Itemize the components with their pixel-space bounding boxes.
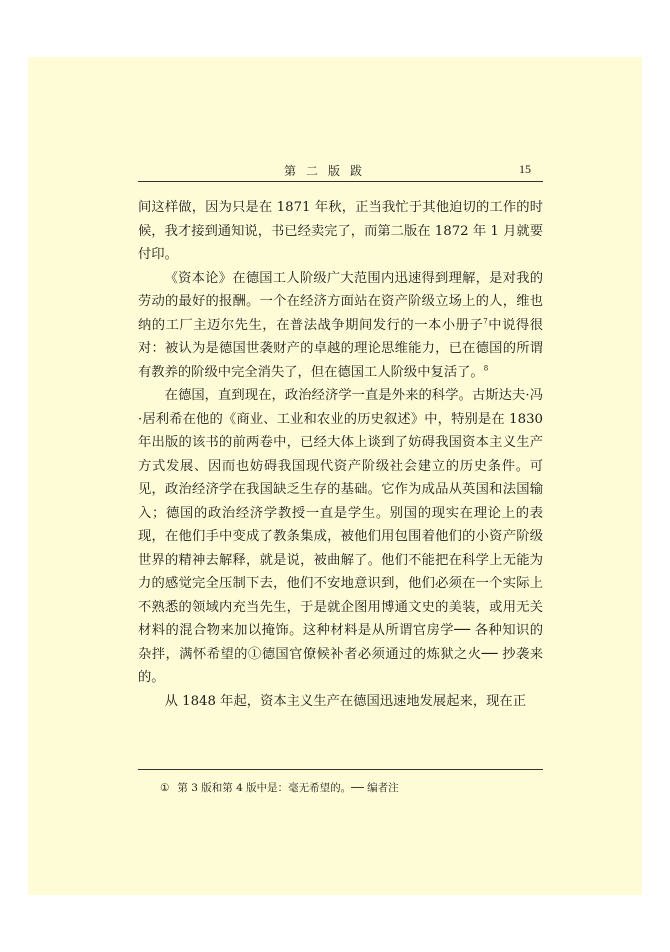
paragraph-continued: 间这样做，因为只是在 1871 年秋，正当我忙于其他迫切的工作的时候，我才接到通知说，书已经卖完了，而第二版在 1872 年 1 月就要付印。 [138, 200, 543, 262]
body-text [138, 196, 543, 713]
paragraph-political-economy: 在德国，直到现在，政治经济学一直是外来的科学。古斯达夫·冯·居利希在他的《商业、工业和农业的历史叙述》中，特别是在 1830 年出版的该书的前两卷中，已经大体上谈到了妨碍我国资本主义生产方式发展、因而也妨碍我国现代资产阶级社会建立的历史条件。可见，政治经济学在我国缺乏生存的基础。它作为成品从英国和法国输入；德国的政治经济学教授一直是学生。别国的现实在理论上的表现，在他们手中变成了教条集成，被他们用包围着他们的小资产阶级世界的精神去解释，就是说，被曲解了。他们不能把在科学上无能为力的感觉完全压制下去，他们不安地意识到，他们必须在一个实际上不熟悉的领域内充当先生，于是就企图用博通文史的美装，或用无关材料的混合物来加以掩饰。这种材料是从所谓官房学── 各种知识的杂拌，满怀希望的①德国官僚候补者必须通过的炼狱之火── 抄袭来的。 [138, 388, 544, 685]
running-title: 第二版跋 [283, 164, 372, 178]
footnote-marker: ① [160, 782, 170, 794]
footnote [160, 780, 540, 796]
endnote-ref-8[interactable]: 8 [483, 364, 489, 373]
paragraph-capital-reception: 《资本论》在德国工人阶级广大范围内迅速得到理解，是对我的劳动的最好的报酬。一个在经济方面站在资产阶级立场上的人，维也纳的工厂主迈尔先生，在普法战争期间发行的一本小册子$^7$中说得很对：被认为是德国世袭财产的卓越的理论思维能力，已在德国的所谓有教养的阶级中完全消失了，但在德国工人阶级中复活了。$^8$ [138, 270, 544, 380]
footnote-rule [138, 769, 543, 770]
endnote-ref-7[interactable]: 7 [483, 317, 488, 326]
footnote-text: 第 3 版和第 4 版中是：毫无希望的。── 编者注 [177, 782, 399, 794]
paragraph-since-1848: 从 1848 年起，资本主义生产在德国迅速地发展起来，现在正 [164, 693, 527, 709]
page-number: 15 [519, 162, 531, 176]
footnote-ref-1[interactable]: ① [247, 646, 262, 662]
header-rule [138, 181, 543, 182]
running-header [113, 160, 543, 182]
